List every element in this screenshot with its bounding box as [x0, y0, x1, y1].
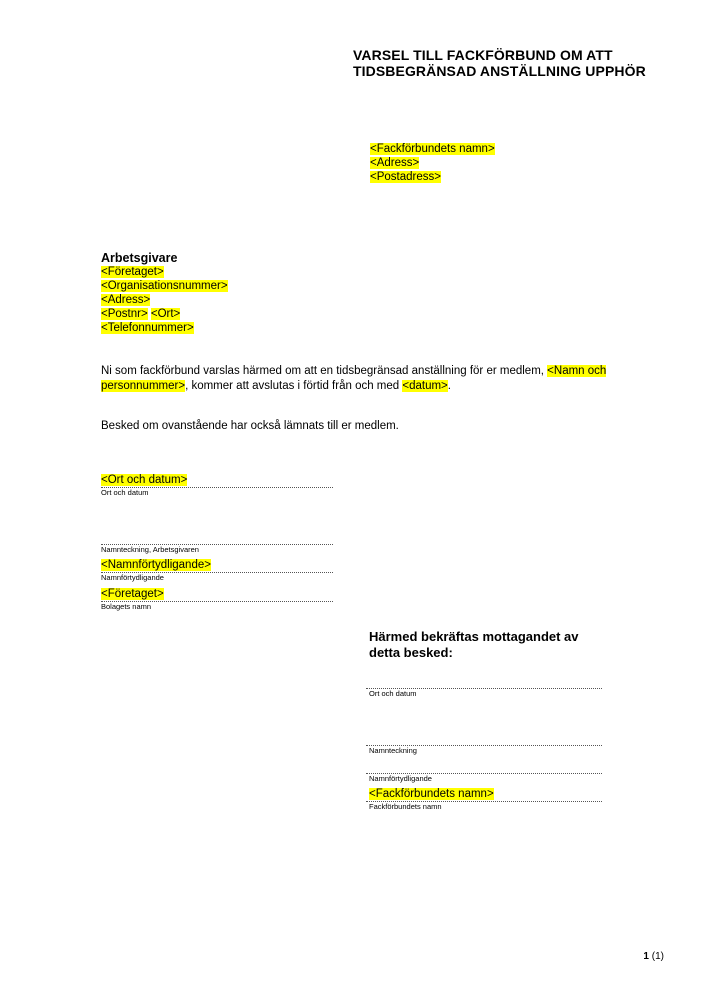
postal-address-placeholder[interactable]: <Postadress>: [370, 171, 441, 183]
phone-placeholder[interactable]: <Telefonnummer>: [101, 322, 194, 334]
company-name-label: Bolagets namn: [101, 602, 152, 611]
name-clarification-placeholder[interactable]: <Namnförtydligande>: [101, 559, 211, 571]
title-line-1: VARSEL TILL FACKFÖRBUND OM ATT: [353, 47, 613, 63]
union-name-placeholder[interactable]: <Fackförbundets namn>: [370, 143, 495, 155]
info-paragraph: Besked om ovanstående har också lämnats till er medlem.: [101, 420, 399, 432]
address-placeholder[interactable]: <Adress>: [370, 157, 420, 169]
title-line-2: TIDSBEGRÄNSAD ANSTÄLLNING UPPHÖR: [353, 63, 646, 79]
place-date-placeholder[interactable]: <Ort och datum>: [101, 474, 188, 486]
place-date-label: Ort och datum: [101, 488, 149, 497]
date-placeholder[interactable]: <datum>: [402, 379, 448, 392]
member-name-placeholder[interactable]: <Namn och personnummer>: [101, 365, 607, 392]
notice-text-end: .: [447, 379, 451, 392]
recipient-address: [370, 142, 495, 184]
union-place-date-label: Ort och datum: [369, 689, 417, 698]
company-placeholder[interactable]: <Företaget>: [101, 266, 164, 278]
signature-label: Namnteckning, Arbetsgivaren: [101, 545, 199, 554]
union-name-value-placeholder[interactable]: <Fackförbundets namn>: [369, 788, 494, 800]
employer-heading: Arbetsgivare: [101, 251, 178, 265]
page-total: (1): [651, 951, 664, 962]
confirmation-heading-line-1: Härmed bekräftas mottagandet av: [369, 629, 579, 644]
notice-paragraph: [101, 364, 621, 393]
company-name-placeholder[interactable]: <Företaget>: [101, 588, 164, 600]
postal-code-placeholder[interactable]: <Postnr>: [101, 308, 148, 320]
confirmation-heading: [369, 629, 579, 661]
page-number: [643, 951, 664, 962]
notice-text-1: Ni som fackförbund varslas härmed om att en tidsbegränsad anställning för er medlem,: [101, 365, 548, 377]
org-number-placeholder[interactable]: <Organisationsnummer>: [101, 280, 228, 292]
page-current: 1: [643, 951, 649, 962]
name-clarification-label: Namnförtydligande: [101, 573, 164, 582]
union-signature-block: [366, 680, 602, 820]
employer-block: [101, 251, 228, 335]
city-placeholder[interactable]: <Ort>: [150, 308, 181, 320]
document-title: [353, 47, 646, 79]
confirmation-heading-line-2: detta besked:: [369, 645, 453, 660]
union-name-clarification-label: Namnförtydligande: [369, 774, 432, 783]
notice-text-2: , kommer att avslutas i förtid från och med: [185, 379, 403, 392]
employer-signature-block: [101, 470, 333, 615]
employer-address-placeholder[interactable]: <Adress>: [101, 294, 151, 306]
union-name-label: Fackförbundets namn: [369, 802, 442, 811]
union-signature-label: Namnteckning: [369, 746, 417, 755]
